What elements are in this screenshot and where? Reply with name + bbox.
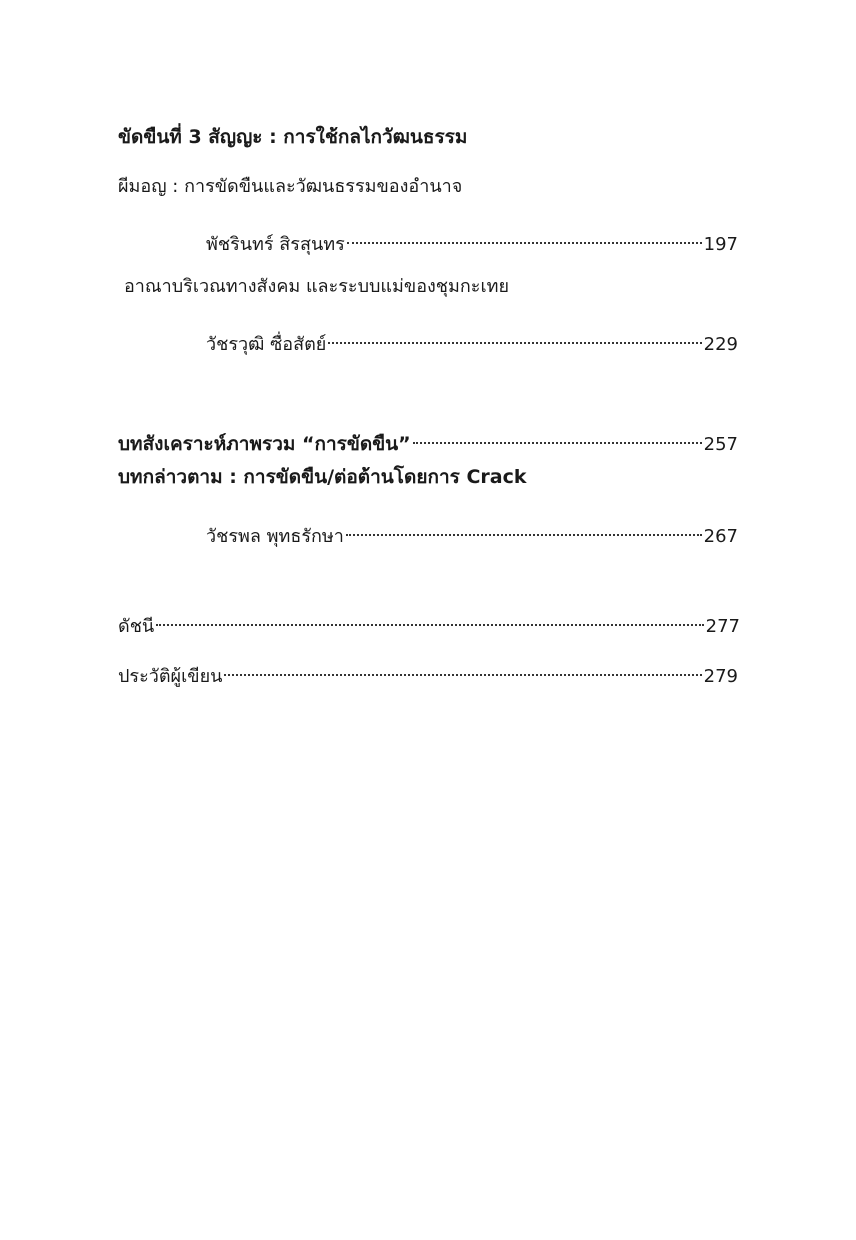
toc-entry-page: 229	[703, 334, 738, 355]
toc-entry-patcharin[interactable]	[206, 224, 738, 258]
dot-leader	[413, 424, 702, 450]
part3-subheading: ผีมอญ : การขัดขืนและวัฒนธรรมของอำนาจ	[118, 176, 463, 197]
toc-entry-index[interactable]	[118, 606, 740, 640]
dot-leader	[346, 516, 702, 542]
toc-entry-author: พัชรินทร์ สิรสุนทร	[206, 234, 345, 255]
toc-entry-author: วัชรวุฒิ ซื่อสัตย์	[206, 334, 327, 355]
dot-leader	[224, 656, 701, 682]
toc-entry-title: ประวัติผู้เขียน	[118, 666, 223, 687]
toc-entry-synthesis[interactable]	[118, 424, 738, 458]
toc-entry-watcharapol[interactable]	[206, 516, 738, 550]
toc-entry-page: 279	[703, 666, 738, 687]
toc-entry-page: 277	[705, 616, 740, 637]
dot-leader	[347, 224, 702, 250]
dot-leader	[156, 606, 703, 632]
afterword-heading: บทกล่าวตาม : การขัดขืน/ต่อต้านโดยการ Crack	[118, 466, 527, 488]
toc-entry-title: บทสังเคราะห์ภาพรวม “การขัดขืน”	[118, 433, 411, 455]
toc-entry-title: ดัชนี	[118, 616, 155, 637]
toc-entry-author: วัชรพล พุทธรักษา	[206, 526, 344, 547]
dot-leader	[328, 324, 701, 350]
toc-entry-watcharawut[interactable]	[206, 324, 738, 358]
toc-entry-page: 267	[703, 526, 738, 547]
toc-entry-biography[interactable]	[118, 656, 738, 690]
part3-heading: ขัดขืนที่ 3 สัญญะ : การใช้กลไกวัฒนธรรม	[118, 126, 468, 148]
toc-entry-page: 197	[703, 234, 738, 255]
section-title-social-space: อาณาบริเวณทางสังคม และระบบแม่ของชุมกะเทย	[124, 276, 510, 297]
toc-entry-page: 257	[703, 434, 738, 455]
